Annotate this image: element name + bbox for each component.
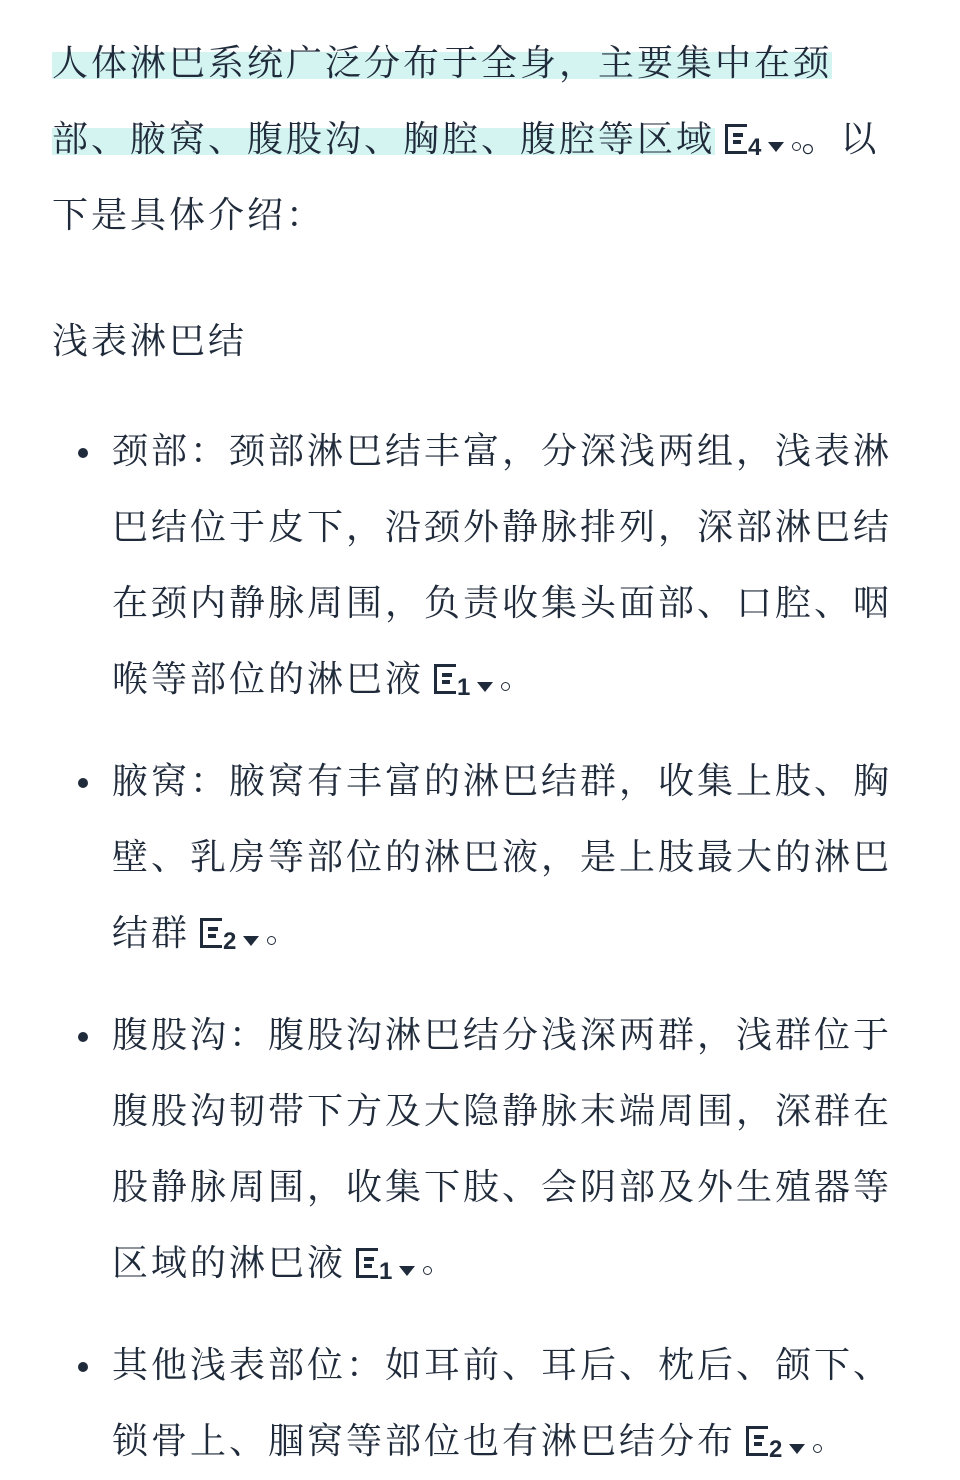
chevron-down-icon: [243, 936, 259, 946]
chevron-down-icon: [768, 142, 784, 152]
bullet-icon: [78, 778, 88, 788]
face-dot-icon: [423, 1266, 432, 1275]
citation-count: 4: [748, 134, 765, 161]
lymph-node-list: [52, 414, 908, 1480]
highlighted-text: 人体淋巴系统广泛分布于全身，主要集中在颈部、腋窝、腹股沟、胸腔、腹腔等区域: [52, 43, 833, 160]
section-title: 浅表淋巴结: [52, 321, 248, 362]
citation-button[interactable]: [356, 1248, 415, 1285]
document-icon: [725, 124, 747, 154]
document-icon: [746, 1426, 768, 1456]
list-item: [112, 1328, 908, 1480]
list-item-text: 腹股沟：腹股沟淋巴结分浅深两群，浅群位于腹股沟韧带下方及大隐静脉末端周围，深群在股静脉周围，收集下肢、会阴部及外生殖器等区域的淋巴液: [112, 1015, 893, 1284]
citation-count: 2: [769, 1436, 786, 1463]
citation-count: 1: [457, 674, 474, 701]
citation-button[interactable]: [725, 124, 784, 161]
face-dot-icon: [267, 936, 276, 945]
face-dot-icon: [813, 1444, 822, 1453]
face-dot-icon: [501, 682, 510, 691]
list-item: [112, 414, 908, 718]
citation-button[interactable]: [200, 918, 259, 955]
document-icon: [434, 664, 456, 694]
list-item: [112, 998, 908, 1302]
document-icon: [356, 1248, 378, 1278]
intro-paragraph: [52, 26, 908, 254]
list-item-text: 腋窝：腋窝有丰富的淋巴结群，收集上肢、胸壁、乳房等部位的淋巴液，是上肢最大的淋巴结群: [112, 761, 893, 954]
bullet-icon: [78, 1032, 88, 1042]
intro-rest: 。以下是具体介绍：: [52, 119, 880, 236]
chevron-down-icon: [789, 1444, 805, 1454]
list-item-text: 其他浅表部位：如耳前、耳后、枕后、颌下、锁骨上、腘窝等部位也有淋巴结分布: [112, 1345, 893, 1462]
list-item: [112, 744, 908, 972]
chevron-down-icon: [399, 1266, 415, 1276]
citation-button[interactable]: [746, 1426, 805, 1463]
bullet-icon: [78, 448, 88, 458]
chevron-down-icon: [477, 682, 493, 692]
list-item-text: 颈部：颈部淋巴结丰富，分深浅两组，浅表淋巴结位于皮下，沿颈外静脉排列，深部淋巴结在颈内静脉周围，负责收集头面部、口腔、咽喉等部位的淋巴液: [112, 431, 893, 700]
citation-button[interactable]: [434, 664, 493, 701]
document-icon: [200, 918, 222, 948]
bullet-icon: [78, 1362, 88, 1372]
citation-count: 2: [223, 928, 240, 955]
citation-count: 1: [379, 1258, 396, 1285]
